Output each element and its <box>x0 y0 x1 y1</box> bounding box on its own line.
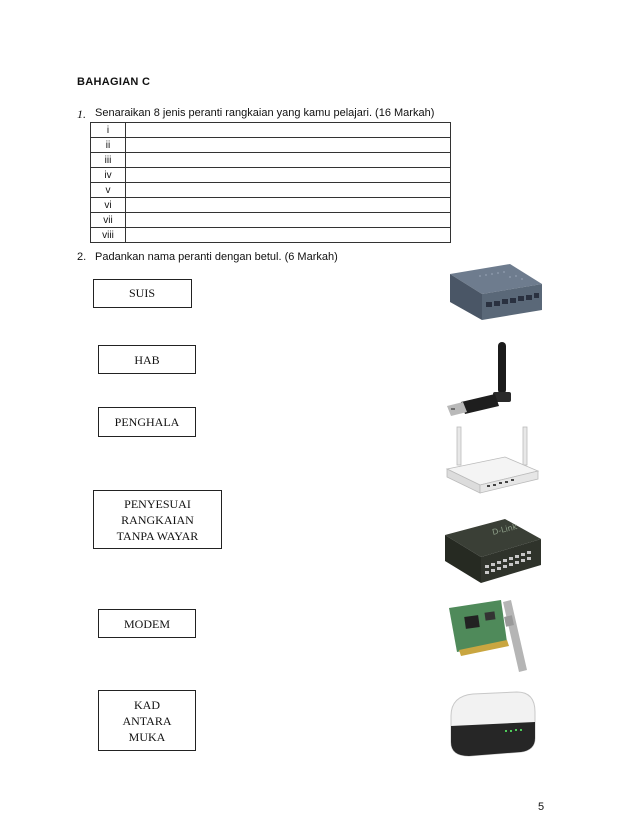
label-text: PENGHALA <box>114 415 180 429</box>
question-1-number: 1. <box>77 107 86 121</box>
question-2-number: 2. <box>77 251 87 263</box>
answer-cell[interactable] <box>126 138 451 153</box>
answer-cell[interactable] <box>126 183 451 198</box>
table-row <box>91 138 451 153</box>
row-number: vii <box>91 213 126 228</box>
answer-cell[interactable] <box>126 213 451 228</box>
wireless-usb-adapter-icon[interactable] <box>443 340 523 420</box>
table-row <box>91 153 451 168</box>
modem-icon[interactable] <box>443 686 539 762</box>
answer-cell[interactable] <box>126 228 451 243</box>
label-box-modem[interactable] <box>98 609 196 638</box>
row-number: i <box>91 123 126 138</box>
svg-text:D-Link: D-Link <box>491 522 519 537</box>
table-row <box>91 198 451 213</box>
answer-cell[interactable] <box>126 198 451 213</box>
table-row <box>91 213 451 228</box>
row-number: viii <box>91 228 126 243</box>
section-title: BAHAGIAN C <box>77 76 151 88</box>
row-number: v <box>91 183 126 198</box>
answer-cell[interactable] <box>126 168 451 183</box>
row-number: iv <box>91 168 126 183</box>
row-number: ii <box>91 138 126 153</box>
label-text: SUIS <box>129 286 156 300</box>
answer-table <box>90 122 451 243</box>
question-1-text: Senaraikan 8 jenis peranti rangkaian yang kamu pelajari. (16 Markah) <box>95 107 435 119</box>
rack-switch-icon[interactable] <box>443 517 543 589</box>
row-number: vi <box>91 198 126 213</box>
switch-icon[interactable] <box>440 262 545 337</box>
network-card-icon[interactable] <box>445 598 530 678</box>
label-text: KAD ANTARA MUKA <box>122 697 172 744</box>
label-text: MODEM <box>123 616 170 631</box>
table-row <box>91 183 451 198</box>
label-box-suis[interactable] <box>93 279 192 308</box>
label-box-kad-antara-muka[interactable] <box>98 690 196 751</box>
row-number: iii <box>91 153 126 168</box>
label-box-penyesuai-rangkaian[interactable] <box>93 490 222 549</box>
label-text: PENYESUAI RANGKAIAN TANPA WAYAR <box>116 496 199 543</box>
answer-cell[interactable] <box>126 123 451 138</box>
label-box-penghala[interactable] <box>98 407 196 437</box>
label-box-hab[interactable] <box>98 345 196 374</box>
table-row <box>91 228 451 243</box>
question-2-text: Padankan nama peranti dengan betul. (6 Markah) <box>95 251 338 263</box>
router-icon[interactable] <box>445 425 540 497</box>
answer-cell[interactable] <box>126 153 451 168</box>
table-row <box>91 168 451 183</box>
table-row <box>91 123 451 138</box>
label-text: HAB <box>134 352 160 367</box>
page-number: 5 <box>538 801 545 813</box>
